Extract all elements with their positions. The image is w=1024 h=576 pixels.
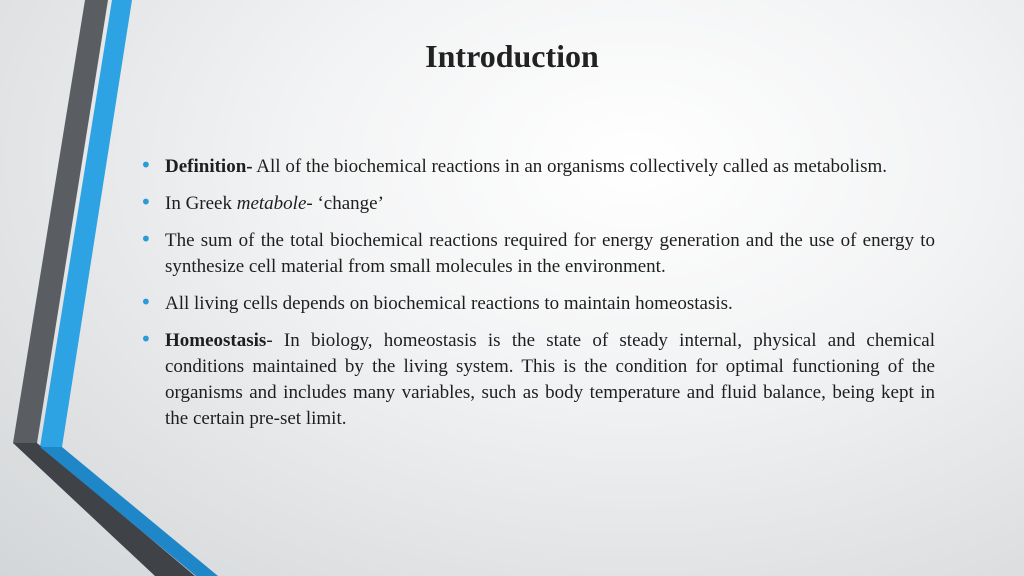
homeostasis-term: Homeostasis bbox=[165, 330, 267, 351]
bullet-icon: • bbox=[140, 190, 152, 214]
slide-title: Introduction bbox=[425, 38, 599, 74]
bullet-list bbox=[140, 154, 935, 443]
bullet-icon: • bbox=[140, 290, 152, 314]
definition-term: Definition- bbox=[165, 156, 253, 177]
sum-text: The sum of the total biochemical reactions required for energy generation and the use of energy to synthesize cell material from small molecules in the environment. bbox=[165, 230, 935, 277]
bullet-homeostasis bbox=[140, 328, 935, 432]
bullet-greek bbox=[140, 191, 935, 217]
bullet-icon: • bbox=[140, 153, 152, 177]
bullet-icon: • bbox=[140, 227, 152, 251]
bullet-sum bbox=[140, 228, 935, 280]
dark-stripe-lower bbox=[13, 443, 195, 576]
blue-stripe-lower bbox=[40, 447, 218, 576]
homeostasis-text: - In biology, homeostasis is the state of steady internal, physical and chemical conditions maintained by the living system. This is the condition for optimal functioning of the organisms and includes many variables, such as body temperature and fluid balance, being kept in the certain pre-set limit. bbox=[165, 330, 935, 429]
bullet-living-cells bbox=[140, 291, 935, 317]
bullet-icon: • bbox=[140, 327, 152, 351]
greek-word: metabole bbox=[236, 193, 307, 214]
living-cells-text: All living cells depends on biochemical reactions to maintain homeostasis. bbox=[165, 293, 733, 314]
greek-prefix: In Greek bbox=[165, 193, 237, 214]
greek-suffix: - ‘change’ bbox=[306, 193, 384, 214]
bullet-definition bbox=[140, 154, 935, 180]
definition-text: All of the biochemical reactions in an organisms collectively called as metabolism. bbox=[252, 156, 887, 177]
